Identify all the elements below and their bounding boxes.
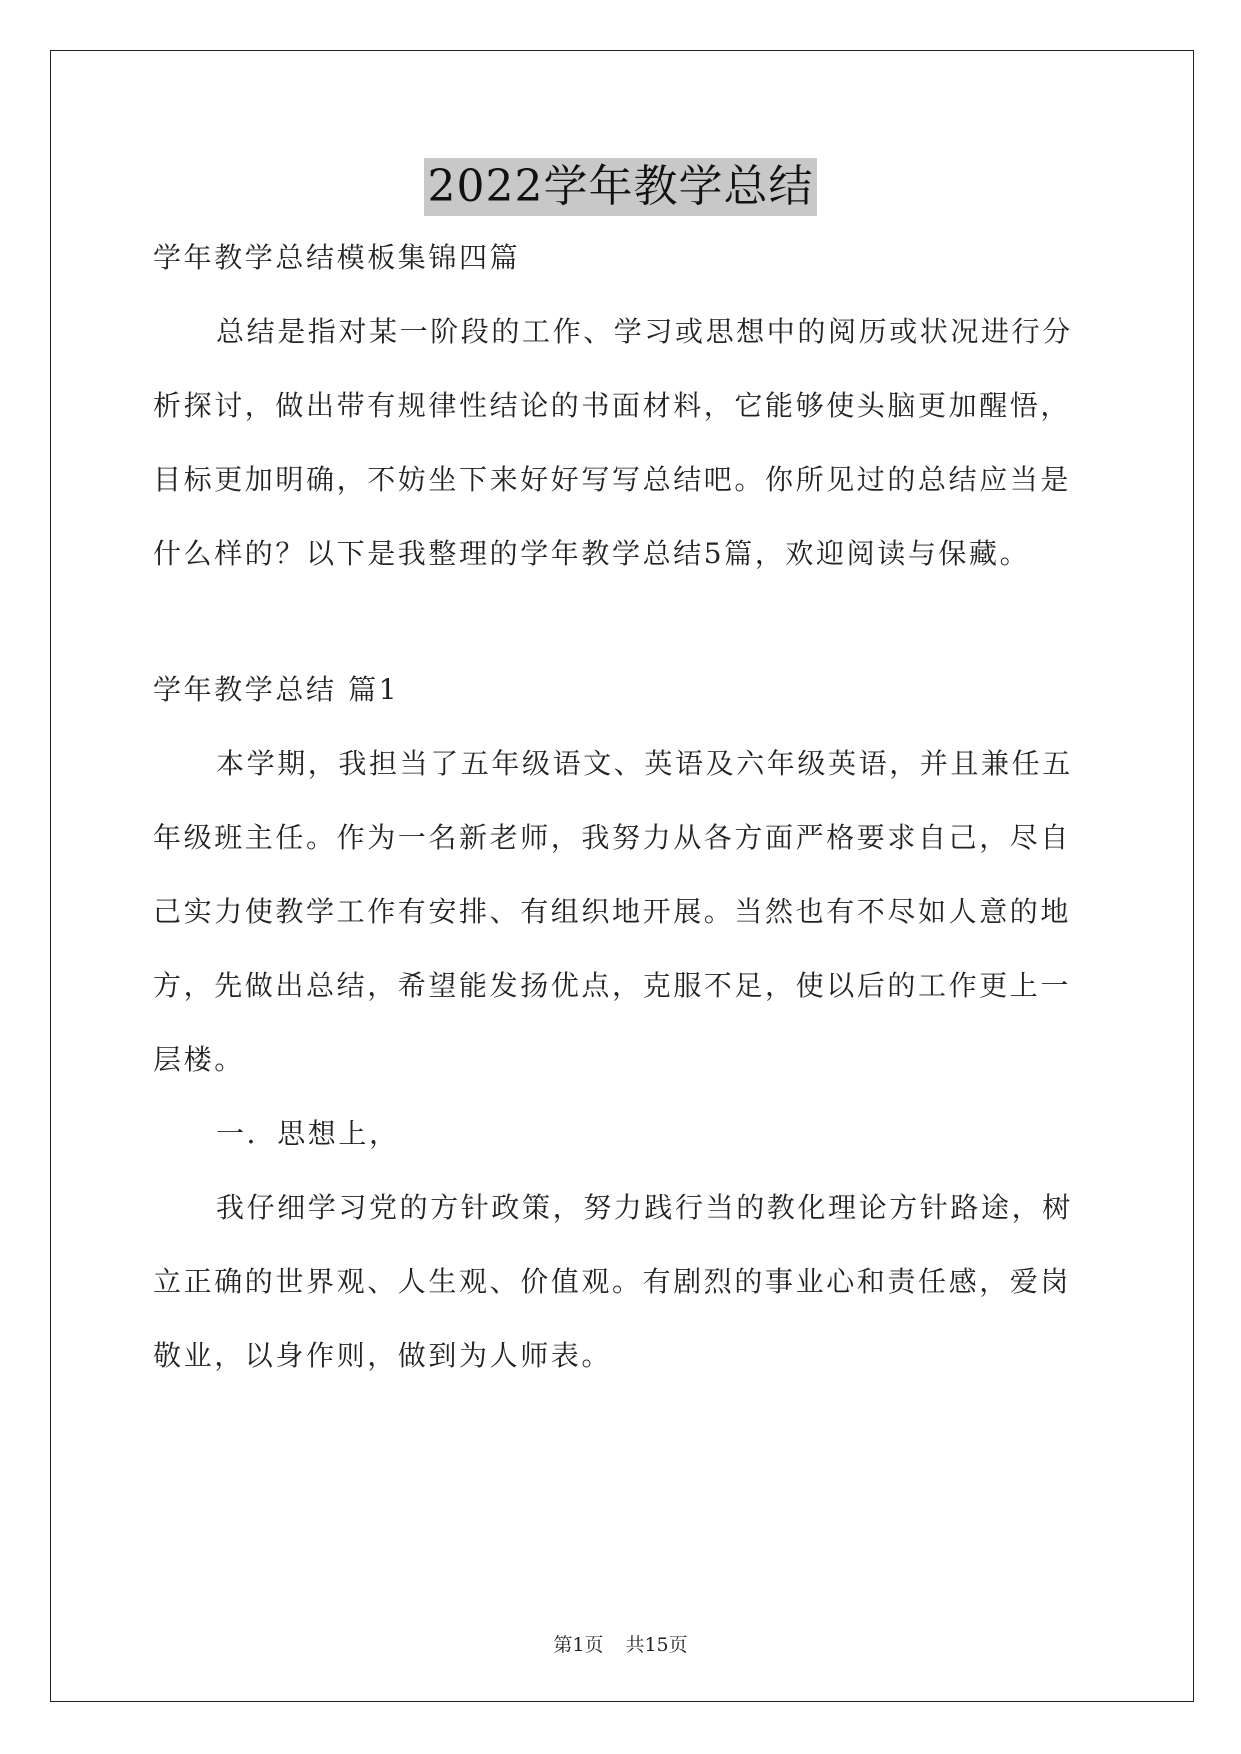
- intro-line: 总结是指对某一阶段的工作、学习或思想中的阅历或状况进行分: [216, 315, 1073, 348]
- point-heading: 一．思想上，: [216, 1117, 400, 1150]
- paragraph-line: 方，先做出总结，希望能发扬优点，克服不足，使以后的工作更上一: [153, 969, 1072, 1002]
- paragraph-line: 我仔细学习党的方针政策，努力践行当的教化理论方针路途，树: [216, 1191, 1073, 1224]
- document-subtitle: 学年教学总结模板集锦四篇: [153, 241, 521, 274]
- paragraph-line: 年级班主任。作为一名新老师，我努力从各方面严格要求自己，尽自: [153, 821, 1072, 854]
- intro-line: 目标更加明确，不妨坐下来好好写写总结吧。你所见过的总结应当是: [153, 463, 1072, 496]
- page-total: 共15页: [625, 1634, 688, 1656]
- page-number: 第1页: [553, 1634, 604, 1656]
- document-title: 2022学年教学总结: [424, 158, 818, 216]
- paragraph-line: 本学期，我担当了五年级语文、英语及六年级英语，并且兼任五: [216, 747, 1073, 780]
- paragraph-line: 立正确的世界观、人生观、价值观。有剧烈的事业心和责任感，爱岗: [153, 1265, 1072, 1298]
- intro-line: 析探讨，做出带有规律性结论的书面材料，它能够使头脑更加醒悟，: [153, 389, 1072, 422]
- intro-line: 什么样的？以下是我整理的学年教学总结5篇，欢迎阅读与保藏。: [153, 537, 1031, 570]
- page-border: [50, 50, 1194, 1702]
- page-footer: [0, 1632, 1241, 1658]
- paragraph-line: 层楼。: [153, 1043, 245, 1076]
- paragraph-line: 己实力使教学工作有安排、有组织地开展。当然也有不尽如人意的地: [153, 895, 1072, 928]
- title-wrap: [0, 158, 1241, 216]
- section-heading: 学年教学总结 篇1: [153, 673, 400, 706]
- paragraph-line: 敬业，以身作则，做到为人师表。: [153, 1339, 613, 1372]
